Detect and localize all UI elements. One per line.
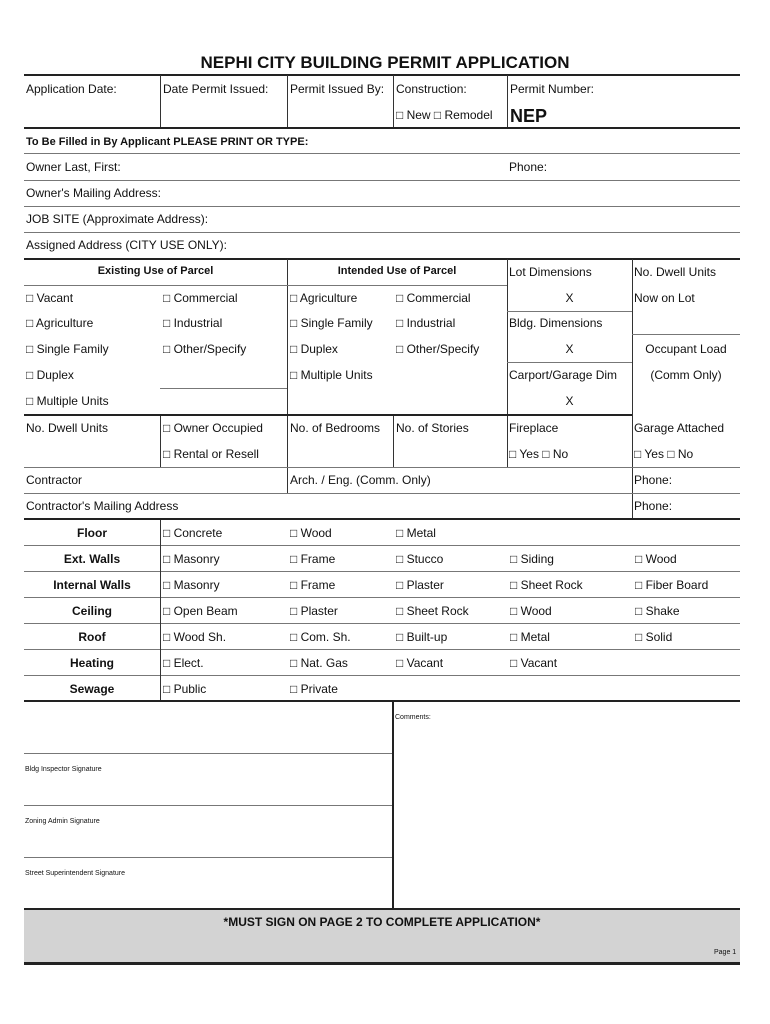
material-option-checkbox[interactable]: □ Metal: [396, 526, 436, 540]
divider: [24, 74, 740, 76]
comm-only-label: (Comm Only): [650, 368, 722, 382]
material-option-checkbox[interactable]: □ Sheet Rock: [510, 578, 583, 592]
material-option-checkbox[interactable]: □ Solid: [635, 630, 673, 644]
material-label-sewage: Sewage: [69, 682, 115, 696]
arch-eng-field[interactable]: Arch. / Eng. (Comm. Only): [290, 473, 431, 487]
stories-field[interactable]: No. of Stories: [396, 421, 469, 435]
material-option-checkbox[interactable]: □ Vacant: [396, 656, 444, 670]
divider: [24, 857, 392, 858]
intended-other-checkbox[interactable]: □ Other/Specify: [396, 342, 480, 356]
dwell-units-field[interactable]: No. Dwell Units: [26, 421, 109, 435]
existing-commercial-checkbox[interactable]: □ Commercial: [163, 291, 238, 305]
divider: [287, 259, 288, 415]
contractor-field[interactable]: Contractor: [26, 473, 83, 487]
divider: [24, 545, 740, 546]
material-option-checkbox[interactable]: □ Siding: [510, 552, 554, 566]
divider: [24, 493, 740, 494]
divider: [287, 416, 288, 493]
permit-number-field[interactable]: NEP: [510, 106, 548, 126]
material-option-checkbox[interactable]: □ Nat. Gas: [290, 656, 348, 670]
bedrooms-field[interactable]: No. of Bedrooms: [290, 421, 381, 435]
material-option-checkbox[interactable]: □ Plaster: [396, 578, 444, 592]
material-option-checkbox[interactable]: □ Com. Sh.: [290, 630, 351, 644]
material-option-checkbox[interactable]: □ Plaster: [290, 604, 338, 618]
intended-commercial-checkbox[interactable]: □ Commercial: [396, 291, 471, 305]
must-sign-notice: *MUST SIGN ON PAGE 2 TO COMPLETE APPLICATION*: [223, 915, 541, 929]
fireplace-label: Fireplace: [509, 421, 559, 435]
divider: [507, 75, 508, 127]
fireplace-checkboxes[interactable]: □ Yes □ No: [509, 447, 569, 461]
lot-dimensions-field[interactable]: X: [565, 291, 574, 305]
contractor-mailing-phone-field[interactable]: Phone:: [634, 499, 673, 513]
existing-industrial-checkbox[interactable]: □ Industrial: [163, 316, 223, 330]
existing-single-family-checkbox[interactable]: □ Single Family: [26, 342, 109, 356]
intended-industrial-checkbox[interactable]: □ Industrial: [396, 316, 456, 330]
divider: [24, 623, 740, 624]
page-title: NEPHI CITY BUILDING PERMIT APPLICATION: [200, 53, 570, 72]
street-superintendent-signature-field[interactable]: Street Superintendent Signature: [25, 870, 126, 877]
existing-other-checkbox[interactable]: □ Other/Specify: [163, 342, 247, 356]
lot-dimensions-label: Lot Dimensions: [509, 265, 592, 279]
existing-duplex-checkbox[interactable]: □ Duplex: [26, 368, 74, 382]
page-number: Page 1: [714, 949, 737, 956]
divider: [393, 75, 394, 127]
divider: [160, 520, 161, 700]
material-option-checkbox[interactable]: □ Elect.: [163, 656, 204, 670]
material-label-ceiling: Ceiling: [71, 604, 112, 618]
material-option-checkbox[interactable]: □ Masonry: [163, 552, 220, 566]
divider: [393, 416, 394, 467]
divider: [24, 649, 740, 650]
material-option-checkbox[interactable]: □ Wood Sh.: [163, 630, 227, 644]
divider: [24, 414, 632, 416]
permit-number-label: Permit Number:: [510, 82, 595, 96]
divider: [24, 753, 392, 754]
material-label-floor: Floor: [77, 526, 107, 540]
owner-occupied-checkbox[interactable]: □ Owner Occupied: [163, 421, 263, 435]
intended-duplex-checkbox[interactable]: □ Duplex: [290, 342, 338, 356]
material-option-checkbox[interactable]: □ Public: [163, 682, 207, 696]
permit-issued-by-field[interactable]: Permit Issued By:: [290, 82, 385, 96]
bldg-dimensions-field[interactable]: X: [565, 342, 574, 356]
material-label-internal-walls: Internal Walls: [53, 578, 131, 592]
intended-single-family-checkbox[interactable]: □ Single Family: [290, 316, 373, 330]
divider: [507, 311, 632, 312]
divider: [24, 127, 740, 129]
divider: [24, 180, 740, 181]
owner-mailing-address-field[interactable]: Owner's Mailing Address:: [26, 186, 162, 200]
carport-dim-label: Carport/Garage Dim: [509, 368, 618, 382]
divider: [160, 388, 287, 389]
existing-multiple-units-checkbox[interactable]: □ Multiple Units: [26, 394, 109, 408]
material-label-heating: Heating: [69, 656, 114, 670]
material-option-checkbox[interactable]: □ Shake: [635, 604, 680, 618]
applicant-instruction: To Be Filled in By Applicant PLEASE PRINT OR TYPE:: [26, 136, 309, 148]
divider: [632, 259, 633, 519]
garage-checkboxes[interactable]: □ Yes □ No: [634, 447, 694, 461]
material-option-checkbox[interactable]: □ Stucco: [396, 552, 444, 566]
divider: [24, 467, 740, 468]
bldg-dimensions-label: Bldg. Dimensions: [509, 316, 603, 330]
now-on-lot-label[interactable]: Now on Lot: [634, 291, 695, 305]
occupant-load-label[interactable]: Occupant Load: [645, 342, 727, 356]
divider: [160, 416, 161, 467]
divider: [632, 334, 740, 335]
intended-multiple-units-checkbox[interactable]: □ Multiple Units: [290, 368, 373, 382]
existing-agriculture-checkbox[interactable]: □ Agriculture: [26, 316, 94, 330]
construction-label: Construction:: [396, 82, 467, 96]
dwell-units-label: No. Dwell Units: [634, 265, 717, 279]
divider: [24, 962, 740, 965]
bldg-inspector-signature-field[interactable]: Bldg Inspector Signature: [25, 766, 102, 773]
contractor-mailing-field[interactable]: Contractor's Mailing Address: [26, 499, 179, 513]
divider: [24, 232, 740, 233]
divider: [507, 362, 632, 363]
material-label-roof: Roof: [78, 630, 106, 644]
material-option-checkbox[interactable]: □ Concrete: [163, 526, 223, 540]
carport-dim-field[interactable]: X: [565, 394, 574, 408]
material-option-checkbox[interactable]: □ Masonry: [163, 578, 220, 592]
material-option-checkbox[interactable]: □ Built-up: [396, 630, 448, 644]
application-date-field[interactable]: Application Date:: [26, 82, 117, 96]
divider: [24, 518, 740, 520]
material-option-checkbox[interactable]: □ Frame: [290, 552, 336, 566]
divider: [24, 675, 740, 676]
owner-name-field[interactable]: Owner Last, First:: [26, 160, 121, 174]
divider: [24, 206, 740, 207]
material-option-checkbox[interactable]: □ Private: [290, 682, 338, 696]
material-option-checkbox[interactable]: □ Vacant: [510, 656, 558, 670]
material-option-checkbox[interactable]: □ Metal: [510, 630, 550, 644]
date-permit-issued-field[interactable]: Date Permit Issued:: [163, 82, 269, 96]
material-option-checkbox[interactable]: □ Sheet Rock: [396, 604, 469, 618]
divider: [24, 805, 392, 806]
material-option-checkbox[interactable]: □ Fiber Board: [635, 578, 709, 592]
divider: [24, 285, 507, 286]
divider: [24, 571, 740, 572]
material-option-checkbox[interactable]: □ Wood: [290, 526, 332, 540]
construction-checkboxes[interactable]: □ New □ Remodel: [396, 108, 493, 122]
zoning-admin-signature-field[interactable]: Zoning Admin Signature: [25, 818, 100, 825]
existing-use-header: Existing Use of Parcel: [97, 265, 214, 277]
divider: [24, 700, 740, 702]
divider: [24, 908, 740, 910]
contractor-phone-field[interactable]: Phone:: [634, 473, 673, 487]
divider: [24, 597, 740, 598]
assigned-address-field[interactable]: Assigned Address (CITY USE ONLY):: [26, 238, 227, 252]
owner-phone-field[interactable]: Phone:: [509, 160, 548, 174]
divider: [24, 153, 740, 154]
divider: [287, 75, 288, 127]
divider: [392, 702, 394, 910]
existing-vacant-checkbox[interactable]: □ Vacant: [26, 291, 74, 305]
intended-use-header: Intended Use of Parcel: [337, 265, 457, 277]
comments-field[interactable]: Comments:: [395, 714, 431, 721]
material-option-checkbox[interactable]: □ Frame: [290, 578, 336, 592]
material-option-checkbox[interactable]: □ Wood: [510, 604, 552, 618]
rental-checkbox[interactable]: □ Rental or Resell: [163, 447, 259, 461]
garage-label: Garage Attached: [634, 421, 725, 435]
job-site-field[interactable]: JOB SITE (Approximate Address):: [26, 212, 209, 226]
material-label-ext-walls: Ext. Walls: [63, 552, 121, 566]
material-option-checkbox[interactable]: □ Wood: [635, 552, 677, 566]
divider: [160, 75, 161, 127]
intended-agriculture-checkbox[interactable]: □ Agriculture: [290, 291, 358, 305]
material-option-checkbox[interactable]: □ Open Beam: [163, 604, 238, 618]
